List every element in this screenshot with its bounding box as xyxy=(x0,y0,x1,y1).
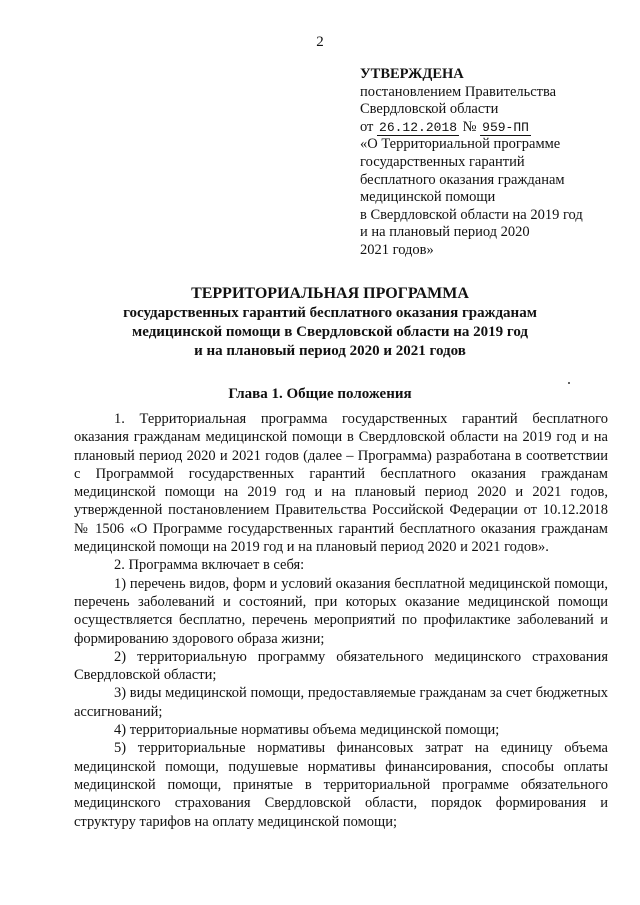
scan-speck xyxy=(568,382,570,384)
title-main: ТЕРРИТОРИАЛЬНАЯ ПРОГРАММА xyxy=(191,285,469,302)
approval-line: медицинской помощи xyxy=(360,189,496,206)
paragraph: 5) территориальные нормативы финансовых затрат на единицу объема медицинской помощи, подушевые нормативы финансирования, способы оплаты медицинской помощи, принятые в территориальной программе обязательного медицинского страхования Свердловской области, порядок формирования и структуру тарифов на оплату медицинской помощи; xyxy=(74,740,608,830)
paragraph: 3) виды медицинской помощи, предоставляемые гражданам за счет бюджетных ассигнований; xyxy=(74,685,608,720)
approval-stamp xyxy=(360,66,620,260)
approval-line: в Свердловской области на 2019 год xyxy=(360,206,583,223)
paragraph: 4) территориальные нормативы объема медицинской помощи; xyxy=(114,722,500,739)
paragraph: 1. Территориальная программа государственных гарантий бесплатного оказания гражданам медицинской помощи в Свердловской области на 2019 год и на плановый период 2020 и 2021 годов (далее – Программа) разработана в соответствии с Программой государственных гарантий бесплатного оказания гражданам медицинской помощи на 2019 год и на плановый период 2020 и 2021 годов, утвержденной постановлением Правительства Российской Федерации от 10.12.2018 № 1506 «О Программе государственных гарантий бесплатного оказания гражданам медицинской помощи на 2019 год и на плановый период 2020 и 2021 годов». xyxy=(74,411,608,556)
approval-line: государственных гарантий xyxy=(360,153,525,170)
paragraph: 2) территориальную программу обязательного медицинского страхования Свердловской области; xyxy=(74,648,608,684)
approval-line: постановлением Правительства xyxy=(360,83,557,100)
number-prefix: № xyxy=(462,118,477,135)
date-prefix: от xyxy=(360,118,374,135)
page-number: 2 xyxy=(316,34,324,50)
approval-line: бесплатного оказания гражданам xyxy=(360,171,565,188)
paragraph: 2. Программа включает в себя: xyxy=(114,557,305,574)
title-line: медицинской помощи в Свердловской области на 2019 год xyxy=(132,324,528,340)
approval-line: Свердловской области xyxy=(360,101,499,118)
approval-line: и на плановый период 2020 xyxy=(360,224,530,241)
title-line: и на плановый период 2020 и 2021 годов xyxy=(194,343,466,359)
chapter-heading: Глава 1. Общие положения xyxy=(228,386,412,402)
document-title xyxy=(60,284,600,361)
approval-number: 959-ПП xyxy=(482,119,529,135)
body-text xyxy=(74,410,608,831)
approval-heading: УТВЕРЖДЕНА xyxy=(360,66,464,82)
approval-date-line xyxy=(360,119,620,137)
title-line: государственных гарантий бесплатного оказания гражданам xyxy=(123,305,537,321)
paragraph: 1) перечень видов, форм и условий оказания бесплатной медицинской помощи, перечень заболеваний и состояний, при которых оказание медицинской помощи осуществляется бесплатно, перечень мероприятий по профилактике заболеваний и формированию здорового образа жизни; xyxy=(74,575,608,647)
approval-line: 2021 годов» xyxy=(360,241,434,258)
approval-line: «О Территориальной программе xyxy=(360,136,561,153)
approval-date: 26.12.2018 xyxy=(379,119,458,135)
